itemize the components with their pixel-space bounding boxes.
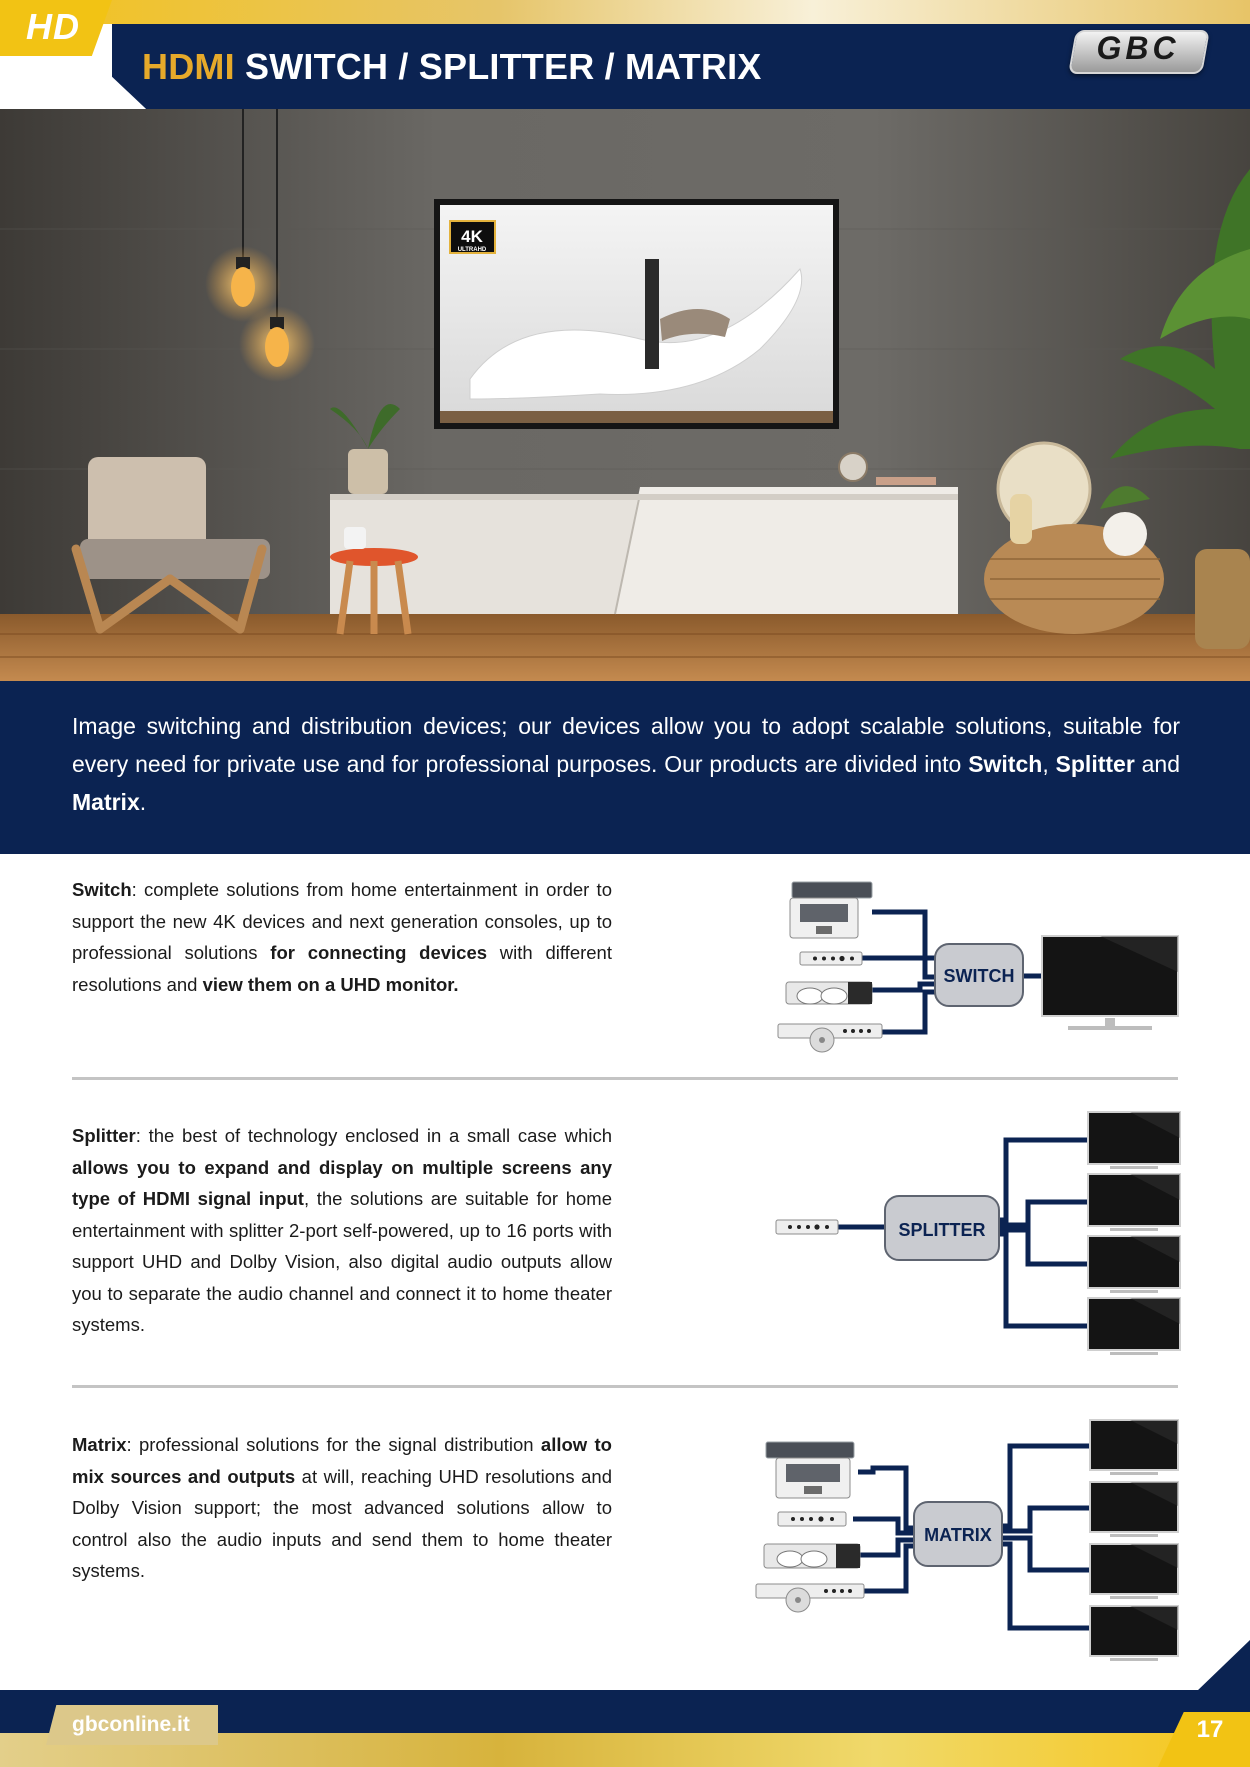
monitor-icon — [1042, 936, 1178, 1030]
switch-diagram — [760, 872, 1200, 1062]
page-title-highlight: HDMI — [142, 46, 235, 87]
gbc-logo-text: GBC — [1096, 30, 1180, 66]
monitor-icon — [1088, 1236, 1180, 1293]
splitter-device-label: SPLITTER — [898, 1220, 986, 1240]
intro-bold-splitter: Splitter — [1055, 751, 1135, 777]
switch-text: with different resolutions and — [72, 942, 612, 995]
intro-paragraph — [72, 707, 1180, 821]
header-gold-band — [0, 0, 1250, 24]
intro-bold-switch: Switch — [968, 751, 1043, 777]
matrix-description — [72, 1429, 612, 1587]
footer-website-link[interactable]: gbconline.it — [72, 1713, 190, 1736]
splitter-text: , the solutions are suitable for home entertainment with splitter 2-port self-powered, up to 16 ports with support UHD and Dolby Vision, also digital audio outputs allow you to separate the audio channel and connect it to home theater systems. — [72, 1188, 612, 1335]
intro-text: Image switching and distribution devices; our devices allow you to adopt scalable solutions, suitable for every need for private use and for professional purposes. Our products are divided into — [72, 713, 1180, 777]
page-title-rest: SWITCH / SPLITTER / MATRIX — [234, 46, 762, 87]
footer-corner-accent — [1196, 1640, 1250, 1692]
switch-bold: for connecting devices — [270, 942, 488, 963]
intro-text: and — [1134, 751, 1180, 777]
intro-text: . — [139, 789, 147, 815]
switch-device-label: SWITCH — [943, 966, 1015, 986]
laptop-icon — [790, 882, 872, 938]
laptop-icon — [766, 1442, 854, 1498]
monitor-icon — [1088, 1298, 1180, 1355]
matrix-text: : professional solutions for the signal distribution — [126, 1434, 541, 1455]
intro-bold-matrix: Matrix — [72, 789, 140, 815]
game-console-icon — [786, 982, 872, 1004]
page-number: 17 — [1196, 1716, 1224, 1743]
intro-text: , — [1042, 751, 1056, 777]
monitor-icon — [1090, 1420, 1178, 1475]
switch-text: : complete solutions from home entertainment in order to support the new 4K devices and next generation consoles, up to professional solutions — [72, 879, 612, 963]
section-divider — [72, 1385, 1178, 1388]
monitor-icon — [1088, 1174, 1180, 1231]
splitter-description — [72, 1120, 612, 1341]
matrix-bold: allow to mix sources and outputs — [72, 1434, 612, 1487]
monitor-icon — [1090, 1606, 1178, 1661]
intro-band — [0, 681, 1250, 854]
matrix-diagram — [748, 1416, 1200, 1668]
hero-living-room-image — [0, 109, 1250, 681]
monitor-icon — [1088, 1112, 1180, 1169]
living-room-illustration — [0, 109, 1250, 681]
splitter-text: : the best of technology enclosed in a small case which — [135, 1125, 612, 1146]
page-title — [142, 46, 762, 88]
splitter-diagram — [770, 1108, 1200, 1360]
hd-badge-text: HD — [26, 6, 80, 47]
splitter-term: Splitter — [72, 1125, 136, 1146]
monitor-icon — [1090, 1482, 1178, 1537]
switch-description — [72, 874, 612, 1000]
tv-badge-4k: 4K — [461, 227, 483, 246]
dvd-player-icon — [778, 1024, 882, 1052]
matrix-text: at will, reaching UHD resolutions and Dolby Vision support; the most advanced solutions allow to control also the audio inputs and send them to home theater systems. — [72, 1465, 612, 1581]
switch-bold: view them on a UHD monitor. — [202, 973, 459, 995]
monitor-icon — [1090, 1544, 1178, 1599]
set-top-box-icon — [776, 1220, 838, 1234]
set-top-box-icon — [778, 1512, 846, 1526]
splitter-bold: allows you to expand and display on multiple screens any type of HDMI signal input — [72, 1156, 612, 1209]
game-console-icon — [764, 1544, 860, 1568]
dvd-player-icon — [756, 1584, 864, 1612]
section-divider — [72, 1077, 1178, 1080]
tv-badge-ultrahd: ULTRAHD — [457, 247, 487, 253]
matrix-device-label: MATRIX — [924, 1525, 992, 1545]
switch-term: Switch — [72, 879, 132, 900]
set-top-box-icon — [800, 952, 862, 965]
matrix-term: Matrix — [72, 1434, 127, 1455]
